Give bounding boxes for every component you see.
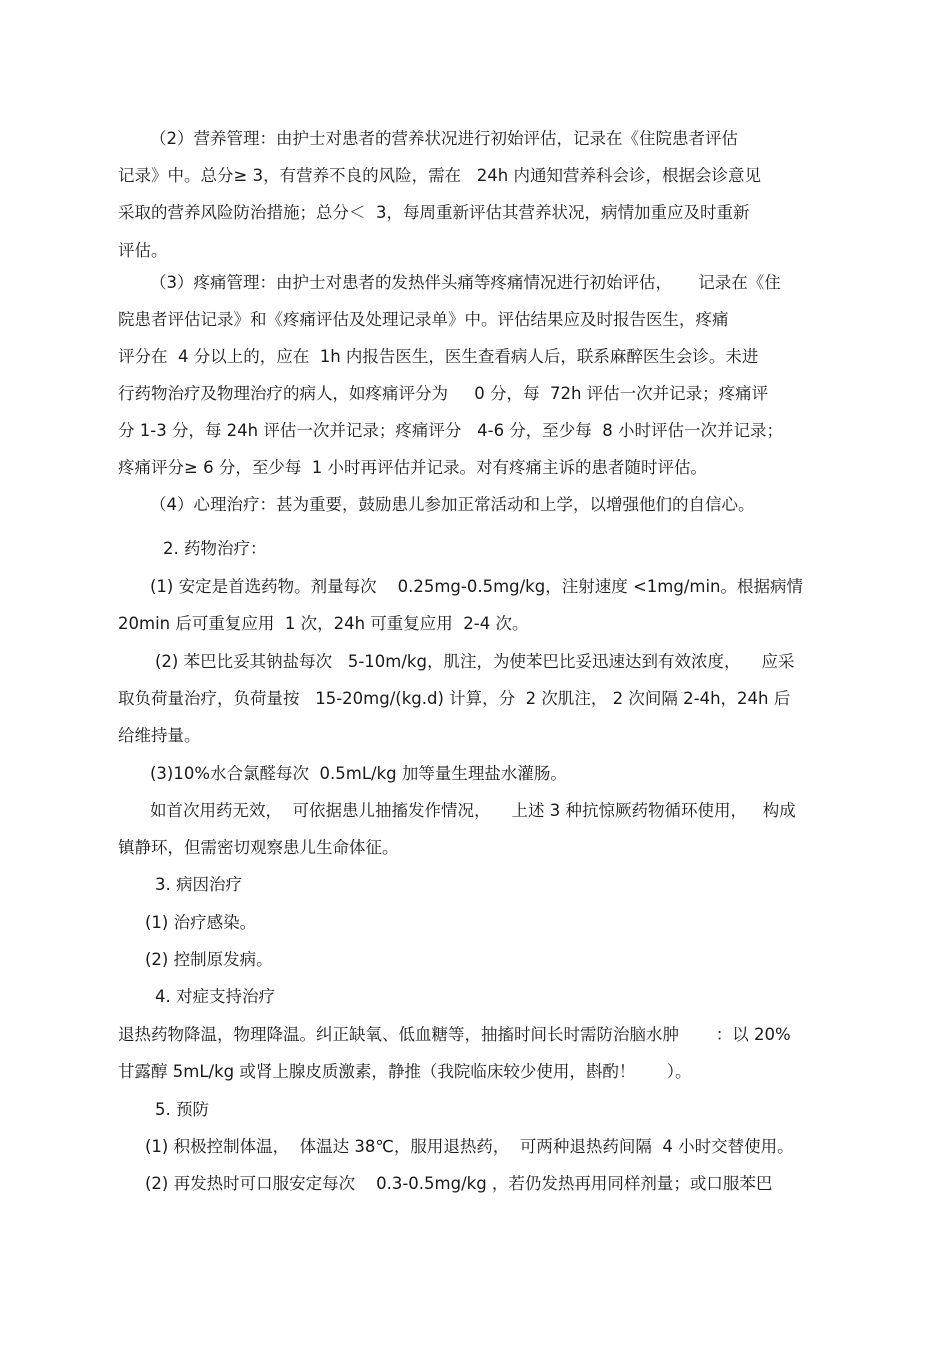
text-line: (1) 安定是首选药物。剂量每次 0.25mg-0.5mg/kg，注射速度 <1mg/min。根据病情: [150, 577, 803, 596]
text-line: （2）营养管理：由护士对患者的营养状况进行初始评估，记录在《住院患者评估: [150, 129, 738, 148]
text-line: 20min 后可重复应用 1 次，24h 可重复应用 2-4 次。: [118, 614, 529, 633]
text-line: （3）疼痛管理：由护士对患者的发热伴头痛等疼痛情况进行初始评估， 记录在《住: [150, 273, 781, 292]
text-line: 镇静环，但需密切观察患儿生命体征。: [118, 838, 399, 857]
text-line: (2) 苯巴比妥其钠盐每次 5-10m/kg，肌注，为使苯巴比妥迅速达到有效浓度， 应采: [155, 652, 795, 671]
text-line: 分 1-3 分，每 24h 评估一次并记录；疼痛评分 4-6 分，至少每 8 小时评估一次并记录；: [118, 421, 784, 440]
text-line: 记录》中。总分≥ 3，有营养不良的风险，需在 24h 内通知营养科会诊，根据会诊意见: [118, 166, 762, 185]
text-line: (1) 治疗感染。: [145, 913, 257, 932]
text-line: 评估。: [118, 241, 168, 260]
text-line: (3)10%水合氯醛每次 0.5mL/kg 加等量生理盐水灌肠。: [150, 764, 567, 783]
text-line: 疼痛评分≥ 6 分，至少每 1 小时再评估并记录。对有疼痛主诉的患者随时评估。: [118, 458, 708, 477]
section-heading: 2. 药物治疗：: [163, 539, 267, 558]
section-heading: 3. 病因治疗: [155, 875, 242, 894]
text-line: 甘露醇 5mL/kg 或肾上腺皮质激素，静推（我院临床较少使用，斟酌！ ）。: [118, 1062, 692, 1081]
text-line: 如首次用药无效， 可依据患儿抽搐发作情况， 上述 3 种抗惊厥药物循环使用， 构成: [150, 801, 796, 820]
text-line: 给维持量。: [118, 726, 201, 745]
section-heading: 4. 对症支持治疗: [155, 987, 275, 1006]
text-line: 退热药物降温，物理降温。纠正缺氧、低血糖等，抽搐时间长时需防治脑水肿 ：以 20%: [118, 1025, 791, 1044]
text-line: （4）心理治疗：甚为重要，鼓励患儿参加正常活动和上学，以增强他们的自信心。: [150, 495, 755, 514]
text-line: (2) 再发热时可口服安定每次 0.3-0.5mg/kg ，若仍发热再用同样剂量；或口服苯巴: [145, 1174, 773, 1193]
text-line: 取负荷量治疗，负荷量按 15-20mg/(kg.d) 计算，分 2 次肌注， 2 次间隔 2-4h，24h 后: [118, 689, 791, 708]
text-line: (2) 控制原发病。: [145, 950, 273, 969]
text-line: 采取的营养风险防治措施；总分＜ 3，每周重新评估其营养状况，病情加重应及时重新: [118, 203, 750, 222]
text-line: 行药物治疗及物理治疗的病人，如疼痛评分为 0 分，每 72h 评估一次并记录；疼痛评: [118, 384, 769, 403]
text-line: (1) 积极控制体温， 体温达 38℃，服用退热药， 可两种退热药间隔 4 小时交替使用。: [145, 1137, 794, 1156]
text-line: 院患者评估记录》和《疼痛评估及处理记录单》中。评估结果应及时报告医生，疼痛: [118, 310, 729, 329]
section-heading: 5. 预防: [155, 1100, 209, 1119]
text-line: 评分在 4 分以上的，应在 1h 内报告医生，医生查看病人后，联系麻醉医生会诊。未进: [118, 347, 759, 366]
